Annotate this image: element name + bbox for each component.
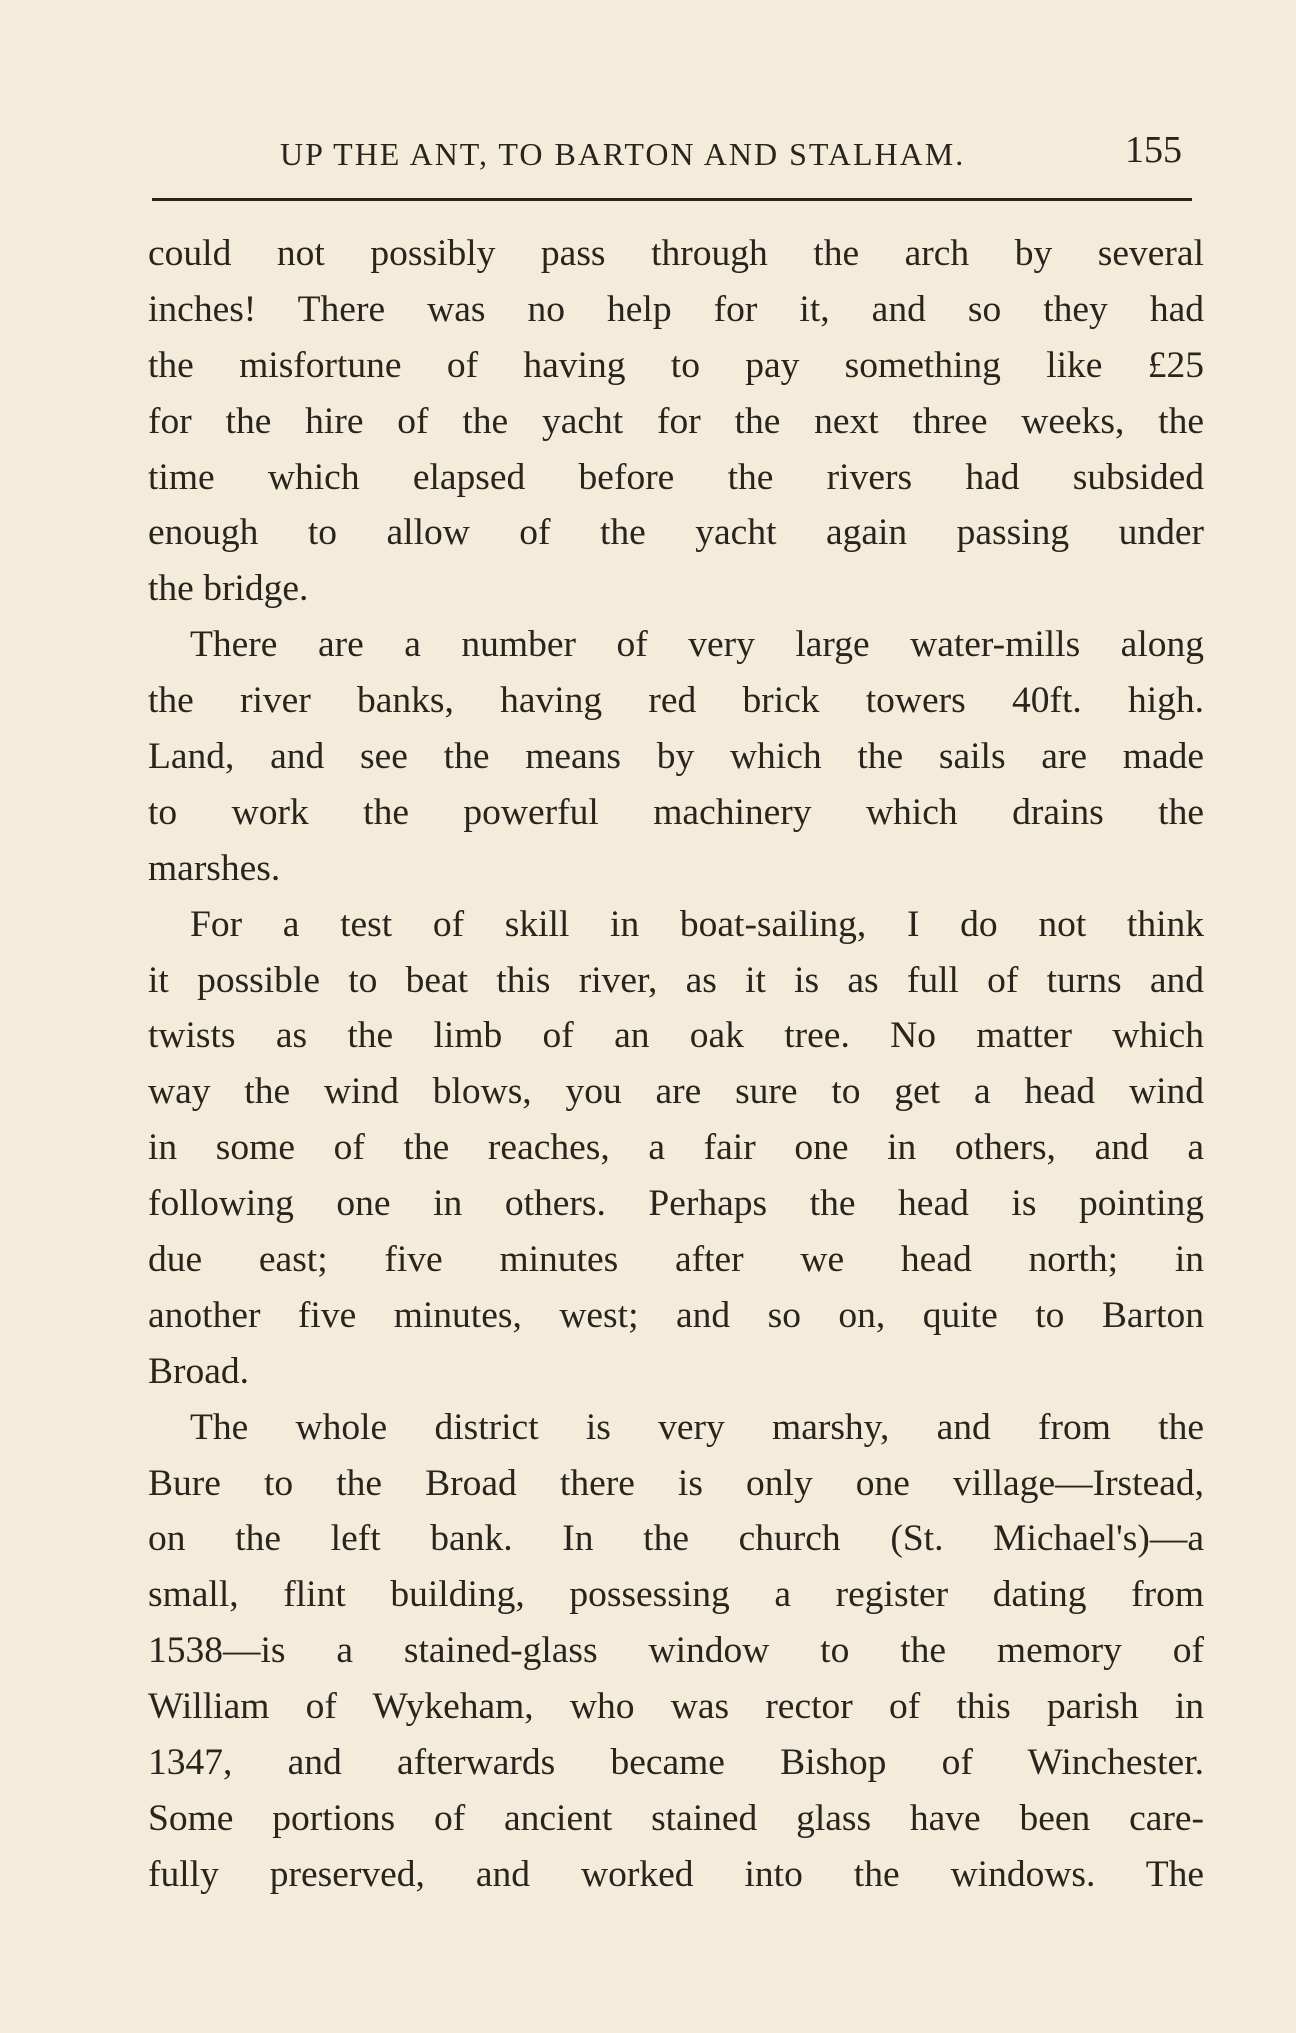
header-rule [152,198,1192,201]
paragraph-end-line: marshes. [148,847,281,889]
text-line: it possible to beat this river, as it is as full of turns and [148,959,1204,1001]
text-line: for the hire of the yacht for the next three weeks, the [148,400,1204,442]
running-title: UP THE ANT, TO BARTON AND STALHAM. [280,136,966,172]
text-line: William of Wykeham, who was rector of this parish in [148,1686,1204,1728]
text-line: could not possibly pass through the arch by several [148,233,1204,274]
text-line: fully preserved, and worked into the windows. The [148,1853,1204,1895]
text-line: inches! There was no help for it, and so they had [148,288,1204,330]
text-line: Land, and see the means by which the sails are made [148,736,1204,778]
paragraph-first-line: The whole district is very marshy, and from the [190,1406,1204,1448]
text-line: enough to allow of the yacht again passing under [148,512,1204,554]
paragraph-first-line: For a test of skill in boat-sailing, I do not think [190,903,1204,945]
page-number: 155 [1125,129,1182,171]
text-line: the river banks, having red brick towers 40ft. high. [148,680,1204,722]
paragraph-first-line: There are a number of very large water-mills along [190,624,1204,666]
paragraph-end-line: Broad. [148,1350,250,1392]
text-line: small, flint building, possessing a register dating from [148,1574,1204,1616]
text-line: due east; five minutes after we head north; in [148,1239,1204,1281]
text-line: 1347, and afterwards became Bishop of Winchester. [148,1742,1204,1784]
text-line: Some portions of ancient stained glass have been care- [148,1797,1204,1839]
text-line: following one in others. Perhaps the head is pointing [148,1183,1204,1225]
body-text [148,226,1204,1903]
text-line: twists as the limb of an oak tree. No matter which [148,1015,1204,1057]
text-line: the misfortune of having to pay something like £25 [148,344,1204,386]
text-line: time which elapsed before the rivers had subsided [148,456,1204,498]
paragraph-end-line: the bridge. [148,568,309,610]
page-header [254,126,1182,180]
text-line: another five minutes, west; and so on, quite to Barton [148,1294,1204,1336]
text-line: 1538—is a stained-glass window to the memory of [148,1630,1204,1672]
text-line: on the left bank. In the church (St. Michael's)—a [148,1518,1204,1560]
text-line: Bure to the Broad there is only one village—Irstead, [148,1462,1204,1504]
text-line: in some of the reaches, a fair one in others, and a [148,1127,1204,1169]
text-line: way the wind blows, you are sure to get a head wind [148,1071,1204,1113]
text-line: to work the powerful machinery which drains the [148,791,1204,833]
